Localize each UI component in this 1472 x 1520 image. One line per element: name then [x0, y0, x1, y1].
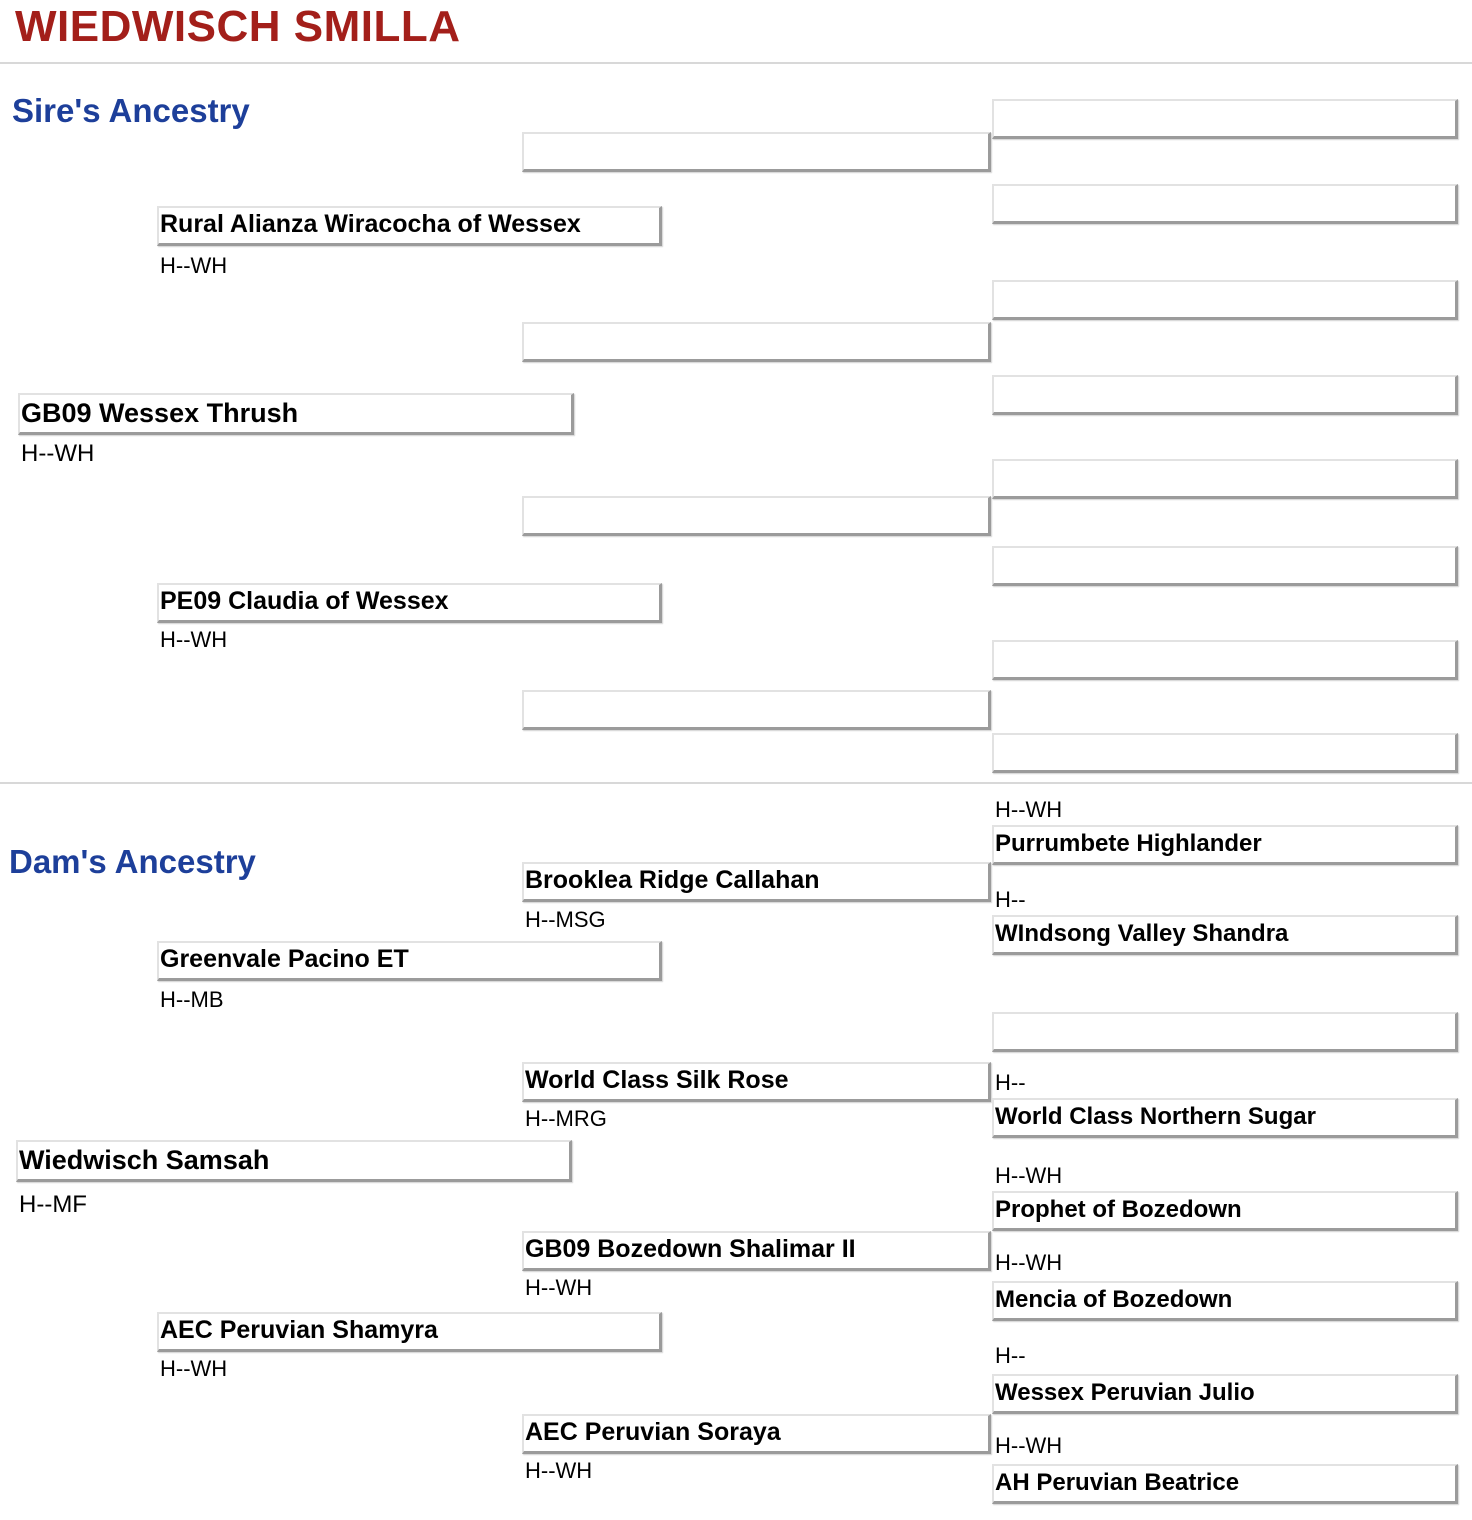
dam-gen3-code-1: H--MSG	[525, 907, 606, 932]
sire-code: H--WH	[21, 440, 95, 467]
sire-name[interactable]: GB09 Wessex Thrush	[18, 393, 574, 435]
dam-gen4-name-3[interactable]	[992, 1012, 1458, 1052]
sire-gen4-box-5[interactable]	[992, 459, 1458, 499]
dam-gen4-name-8[interactable]: AH Peruvian Beatrice	[992, 1464, 1458, 1504]
sire-ancestry-heading: Sire's Ancestry	[12, 92, 250, 129]
dam-grandsire-code: H--MB	[160, 987, 224, 1012]
sire-gen4-box-7[interactable]	[992, 640, 1458, 680]
dam-gen4-code-6: H--WH	[995, 1250, 1063, 1275]
sire-gen4-box-6[interactable]	[992, 546, 1458, 586]
dam-gen4-code-8: H--WH	[995, 1433, 1063, 1458]
dam-code: H--MF	[19, 1191, 87, 1218]
section-divider	[0, 782, 1472, 784]
dam-gen3-code-3: H--WH	[525, 1275, 593, 1300]
dam-gen3-name-4[interactable]: AEC Peruvian Soraya	[522, 1414, 991, 1454]
sire-gen3-box-4[interactable]	[522, 690, 991, 730]
dam-name[interactable]: Wiedwisch Samsah	[16, 1140, 572, 1182]
sire-granddam-code: H--WH	[160, 627, 228, 652]
dam-gen4-name-6[interactable]: Mencia of Bozedown	[992, 1281, 1458, 1321]
dam-gen3-code-2: H--MRG	[525, 1106, 607, 1131]
dam-granddam-name[interactable]: AEC Peruvian Shamyra	[157, 1312, 662, 1352]
dam-gen4-name-7[interactable]: Wessex Peruvian Julio	[992, 1374, 1458, 1414]
dam-gen4-name-4[interactable]: World Class Northern Sugar	[992, 1098, 1458, 1138]
sire-granddam-name[interactable]: PE09 Claudia of Wessex	[157, 583, 662, 623]
dam-gen3-name-2[interactable]: World Class Silk Rose	[522, 1062, 991, 1102]
sire-gen4-box-2[interactable]	[992, 184, 1458, 224]
dam-gen4-code-5: H--WH	[995, 1163, 1063, 1188]
dam-gen4-code-4: H--	[995, 1070, 1026, 1095]
sire-gen3-box-3[interactable]	[522, 496, 991, 536]
dam-gen3-code-4: H--WH	[525, 1458, 593, 1483]
page-title: WIEDWISCH SMILLA	[15, 2, 461, 51]
sire-gen3-box-1[interactable]	[522, 132, 991, 172]
dam-gen4-name-1[interactable]: Purrumbete Highlander	[992, 825, 1458, 865]
sire-gen4-box-4[interactable]	[992, 375, 1458, 415]
dam-gen4-code-2: H--	[995, 887, 1026, 912]
dam-ancestry-heading: Dam's Ancestry	[9, 843, 256, 880]
dam-gen4-name-5[interactable]: Prophet of Bozedown	[992, 1191, 1458, 1231]
dam-gen4-name-2[interactable]: WIndsong Valley Shandra	[992, 915, 1458, 955]
header-divider	[0, 62, 1472, 64]
sire-gen3-box-2[interactable]	[522, 322, 991, 362]
sire-gen4-box-8[interactable]	[992, 733, 1458, 773]
sire-grandsire-name[interactable]: Rural Alianza Wiracocha of Wessex	[157, 206, 662, 246]
dam-gen4-code-1: H--WH	[995, 797, 1063, 822]
dam-granddam-code: H--WH	[160, 1356, 228, 1381]
sire-gen4-box-3[interactable]	[992, 280, 1458, 320]
sire-grandsire-code: H--WH	[160, 253, 228, 278]
dam-grandsire-name[interactable]: Greenvale Pacino ET	[157, 941, 662, 981]
dam-gen4-code-7: H--	[995, 1343, 1026, 1368]
sire-gen4-box-1[interactable]	[992, 99, 1458, 139]
dam-gen3-name-1[interactable]: Brooklea Ridge Callahan	[522, 862, 991, 902]
dam-gen3-name-3[interactable]: GB09 Bozedown Shalimar II	[522, 1231, 991, 1271]
